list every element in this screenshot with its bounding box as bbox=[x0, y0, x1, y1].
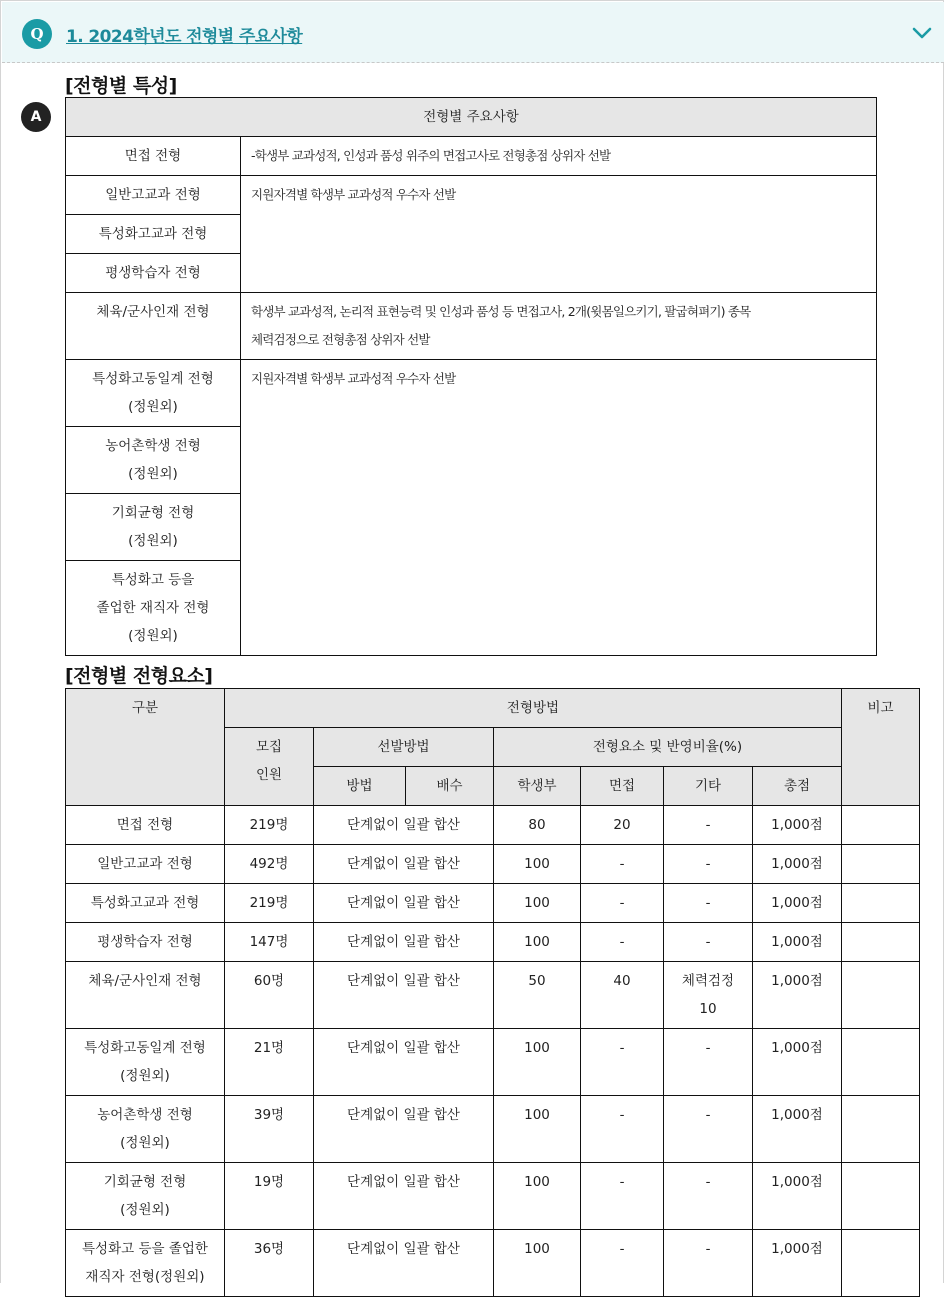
other-ratio-cell-line: - bbox=[705, 1040, 711, 1056]
header-total: 총점 bbox=[753, 767, 842, 806]
quota-cell: 60명 bbox=[225, 962, 314, 1029]
other-ratio-cell-line: - bbox=[705, 817, 711, 833]
selection-method-cell: 단계없이 일괄 합산 bbox=[314, 884, 494, 923]
quota-cell: 147명 bbox=[225, 923, 314, 962]
selection-method-cell: 단계없이 일괄 합산 bbox=[314, 1096, 494, 1163]
question-header[interactable] bbox=[2, 2, 944, 63]
interview-ratio-cell: - bbox=[581, 884, 664, 923]
header-other: 기타 bbox=[664, 767, 753, 806]
other-ratio-cell bbox=[664, 962, 753, 1029]
description-line: 지원자격별 학생부 교과성적 우수자 선발 bbox=[251, 371, 456, 386]
note-cell bbox=[842, 806, 920, 845]
note-cell bbox=[842, 962, 920, 1029]
question-badge-icon: Q bbox=[22, 19, 52, 49]
other-ratio-cell-line: - bbox=[705, 1174, 711, 1190]
total-score-cell: 1,000점 bbox=[753, 1029, 842, 1096]
admission-type-cell-line: (정원외) bbox=[120, 1068, 170, 1084]
interview-ratio-cell: 40 bbox=[581, 962, 664, 1029]
admission-type-cell bbox=[66, 293, 241, 360]
admission-type-line: 특성화고 등을 bbox=[111, 572, 195, 588]
description-cell bbox=[241, 293, 877, 360]
table-row bbox=[66, 1096, 920, 1163]
header-selection-multiple: 배수 bbox=[406, 767, 494, 806]
interview-ratio-cell: - bbox=[581, 1163, 664, 1230]
other-ratio-cell bbox=[664, 1029, 753, 1096]
description-line: -학생부 교과성적, 인성과 품성 위주의 면접고사로 전형총점 상위자 선발 bbox=[251, 148, 611, 163]
table-row bbox=[66, 884, 920, 923]
selection-method-cell: 단계없이 일괄 합산 bbox=[314, 1230, 494, 1297]
header-selection: 선발방법 bbox=[314, 728, 494, 767]
header-quota bbox=[225, 728, 314, 806]
admission-type-cell-line: 체육/군사인재 전형 bbox=[88, 973, 202, 989]
header-method: 전형방법 bbox=[225, 689, 842, 728]
note-cell bbox=[842, 1029, 920, 1096]
quota-cell: 219명 bbox=[225, 884, 314, 923]
table-row bbox=[66, 137, 877, 176]
description-cell bbox=[241, 176, 877, 293]
admission-type-line: (정원외) bbox=[128, 399, 178, 415]
table-row bbox=[66, 360, 877, 427]
question-title-link[interactable]: 1. 2024학년도 전형별 주요사항 bbox=[66, 27, 303, 47]
admission-type-cell-line: (정원외) bbox=[120, 1202, 170, 1218]
admission-type-cell-line: 특성화고교과 전형 bbox=[90, 895, 200, 911]
description-line: 학생부 교과성적, 논리적 표현능력 및 인성과 품성 등 면접고사, 2개(윗몸일으키기, 팔굽혀펴기) 종목 bbox=[251, 304, 751, 319]
record-ratio-cell: 100 bbox=[494, 1096, 581, 1163]
admission-type-cell bbox=[66, 360, 241, 427]
header-category: 구분 bbox=[66, 689, 225, 806]
header-quota-line1: 모집 bbox=[255, 739, 283, 755]
admission-type-line: 면접 전형 bbox=[124, 148, 182, 164]
note-cell bbox=[842, 884, 920, 923]
interview-ratio-cell: - bbox=[581, 923, 664, 962]
note-cell bbox=[842, 1096, 920, 1163]
admission-type-line: 농어촌학생 전형 bbox=[105, 438, 201, 454]
admission-type-cell-line: 농어촌학생 전형 bbox=[97, 1107, 193, 1123]
admission-type-cell-line: 기회균형 전형 bbox=[103, 1174, 187, 1190]
admission-type-cell bbox=[66, 254, 241, 293]
other-ratio-cell bbox=[664, 1163, 753, 1230]
quota-cell: 492명 bbox=[225, 845, 314, 884]
other-ratio-cell-line: - bbox=[705, 934, 711, 950]
total-score-cell: 1,000점 bbox=[753, 806, 842, 845]
quota-cell: 19명 bbox=[225, 1163, 314, 1230]
header-interview: 면접 bbox=[581, 767, 664, 806]
other-ratio-cell bbox=[664, 1230, 753, 1297]
admission-type-cell bbox=[66, 923, 225, 962]
quota-cell: 21명 bbox=[225, 1029, 314, 1096]
admission-type-cell bbox=[66, 1096, 225, 1163]
selection-method-cell: 단계없이 일괄 합산 bbox=[314, 806, 494, 845]
other-ratio-cell-line: - bbox=[705, 856, 711, 872]
other-ratio-cell bbox=[664, 884, 753, 923]
admission-type-cell bbox=[66, 561, 241, 656]
other-ratio-cell-line: - bbox=[705, 1107, 711, 1123]
admission-type-cell bbox=[66, 1029, 225, 1096]
admission-type-line: 특성화고동일계 전형 bbox=[92, 371, 214, 387]
admission-type-cell-line: 일반고교과 전형 bbox=[97, 856, 193, 872]
selection-method-cell: 단계없이 일괄 합산 bbox=[314, 962, 494, 1029]
record-ratio-cell: 80 bbox=[494, 806, 581, 845]
record-ratio-cell: 100 bbox=[494, 1163, 581, 1230]
admission-type-cell bbox=[66, 137, 241, 176]
admission-type-line: (정원외) bbox=[128, 628, 178, 644]
admission-type-line: 특성화고교과 전형 bbox=[98, 226, 208, 242]
admission-type-cell bbox=[66, 806, 225, 845]
section-title-characteristics: [전형별 특성] bbox=[65, 75, 177, 97]
table-row bbox=[66, 293, 877, 360]
admission-type-line: 일반고교과 전형 bbox=[105, 187, 201, 203]
table-row bbox=[66, 1230, 920, 1297]
chevron-down-icon[interactable] bbox=[912, 26, 932, 40]
interview-ratio-cell: - bbox=[581, 1096, 664, 1163]
header-quota-line2: 인원 bbox=[255, 767, 283, 783]
admission-type-cell-line: 특성화고동일계 전형 bbox=[84, 1040, 206, 1056]
selection-method-cell: 단계없이 일괄 합산 bbox=[314, 1029, 494, 1096]
interview-ratio-cell: - bbox=[581, 845, 664, 884]
admission-type-cell bbox=[66, 845, 225, 884]
record-ratio-cell: 100 bbox=[494, 1029, 581, 1096]
admission-type-cell bbox=[66, 1163, 225, 1230]
admission-type-cell-line: 면접 전형 bbox=[116, 817, 174, 833]
admission-type-line: 평생학습자 전형 bbox=[105, 265, 201, 281]
admission-type-cell bbox=[66, 884, 225, 923]
quota-cell: 36명 bbox=[225, 1230, 314, 1297]
table-row bbox=[66, 806, 920, 845]
other-ratio-cell bbox=[664, 1096, 753, 1163]
table-row bbox=[66, 845, 920, 884]
elements-table bbox=[65, 688, 920, 1297]
note-cell bbox=[842, 845, 920, 884]
record-ratio-cell: 50 bbox=[494, 962, 581, 1029]
admission-type-cell-line: 특성화고 등을 졸업한 bbox=[82, 1241, 208, 1257]
table-row bbox=[66, 962, 920, 1029]
total-score-cell: 1,000점 bbox=[753, 923, 842, 962]
table-row bbox=[66, 1029, 920, 1096]
record-ratio-cell: 100 bbox=[494, 845, 581, 884]
answer-badge-icon: A bbox=[21, 102, 51, 132]
header-record: 학생부 bbox=[494, 767, 581, 806]
characteristics-table bbox=[65, 97, 877, 656]
selection-method-cell: 단계없이 일괄 합산 bbox=[314, 1163, 494, 1230]
other-ratio-cell bbox=[664, 845, 753, 884]
admission-type-line: 졸업한 재직자 전형 bbox=[96, 600, 210, 616]
admission-type-line: 기회균형 전형 bbox=[111, 505, 195, 521]
quota-cell: 39명 bbox=[225, 1096, 314, 1163]
table-row bbox=[66, 1163, 920, 1230]
header-elements: 전형요소 및 반영비율(%) bbox=[494, 728, 842, 767]
header-note: 비고 bbox=[842, 689, 920, 806]
quota-cell: 219명 bbox=[225, 806, 314, 845]
record-ratio-cell: 100 bbox=[494, 884, 581, 923]
total-score-cell: 1,000점 bbox=[753, 1163, 842, 1230]
record-ratio-cell: 100 bbox=[494, 923, 581, 962]
record-ratio-cell: 100 bbox=[494, 1230, 581, 1297]
other-ratio-cell-line: 체력검정 bbox=[681, 973, 735, 989]
characteristics-header: 전형별 주요사항 bbox=[66, 98, 877, 137]
table-row bbox=[66, 176, 877, 215]
description-cell bbox=[241, 360, 877, 656]
interview-ratio-cell: - bbox=[581, 1029, 664, 1096]
admission-type-line: (정원외) bbox=[128, 533, 178, 549]
admission-type-cell-line: 재직자 전형(정원외) bbox=[85, 1269, 205, 1285]
admission-type-cell bbox=[66, 427, 241, 494]
admission-type-cell-line: 평생학습자 전형 bbox=[97, 934, 193, 950]
note-cell bbox=[842, 923, 920, 962]
total-score-cell: 1,000점 bbox=[753, 1096, 842, 1163]
total-score-cell: 1,000점 bbox=[753, 884, 842, 923]
total-score-cell: 1,000점 bbox=[753, 962, 842, 1029]
interview-ratio-cell: - bbox=[581, 1230, 664, 1297]
total-score-cell: 1,000점 bbox=[753, 845, 842, 884]
total-score-cell: 1,000점 bbox=[753, 1230, 842, 1297]
description-line: 체력검정으로 전형총점 상위자 선발 bbox=[251, 332, 430, 347]
admission-type-cell bbox=[66, 215, 241, 254]
header-selection-method: 방법 bbox=[314, 767, 406, 806]
description-line: 지원자격별 학생부 교과성적 우수자 선발 bbox=[251, 187, 456, 202]
other-ratio-cell bbox=[664, 923, 753, 962]
other-ratio-cell-line: - bbox=[705, 895, 711, 911]
selection-method-cell: 단계없이 일괄 합산 bbox=[314, 845, 494, 884]
note-cell bbox=[842, 1230, 920, 1297]
section-title-elements: [전형별 전형요소] bbox=[65, 665, 213, 687]
table-row bbox=[66, 923, 920, 962]
note-cell bbox=[842, 1163, 920, 1230]
admission-type-line: (정원외) bbox=[128, 466, 178, 482]
admission-type-line: 체육/군사인재 전형 bbox=[96, 304, 210, 320]
interview-ratio-cell: 20 bbox=[581, 806, 664, 845]
other-ratio-cell-line: 10 bbox=[699, 1001, 717, 1017]
admission-type-cell-line: (정원외) bbox=[120, 1135, 170, 1151]
other-ratio-cell-line: - bbox=[705, 1241, 711, 1257]
selection-method-cell: 단계없이 일괄 합산 bbox=[314, 923, 494, 962]
other-ratio-cell bbox=[664, 806, 753, 845]
admission-type-cell bbox=[66, 1230, 225, 1297]
admission-type-cell bbox=[66, 176, 241, 215]
admission-type-cell bbox=[66, 962, 225, 1029]
description-cell bbox=[241, 137, 877, 176]
admission-type-cell bbox=[66, 494, 241, 561]
